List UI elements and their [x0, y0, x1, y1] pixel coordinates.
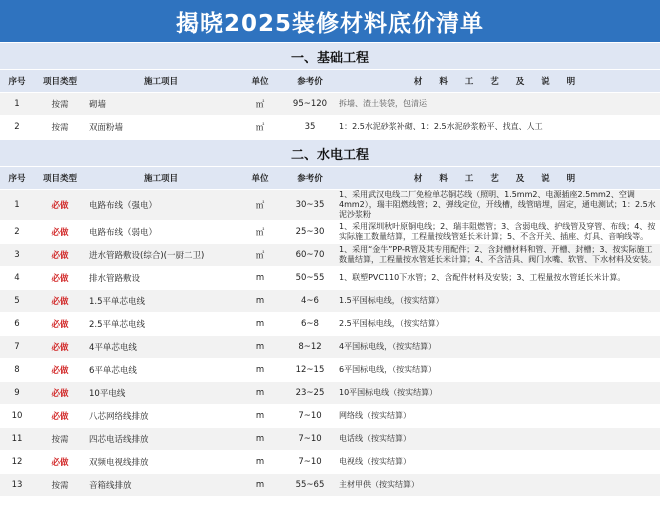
cell-price: 55~65 [284, 474, 336, 497]
cell-no: 2 [0, 116, 34, 139]
cell-type: 按需 [34, 116, 86, 139]
cell-desc: 1、采用武汉电线二厂免检单芯铜芯线（照明、1.5mm2、电源插座2.5mm2、空调4mm2），瑞丰阻燃线管；2、弹线定位，开线槽，线管暗埋，固定，通电测试；1：2.5水泥沙浆粉 [336, 190, 660, 221]
cell-item: 砌墙 [86, 93, 236, 116]
cell-item: 排水管路敷设 [86, 267, 236, 290]
cell-unit: m [236, 428, 284, 451]
cell-desc: 1、采用深圳秋叶原铜电线；2、瑞丰阻燃管；3、含弱电线、护线管及穿管、布线；4、按实际施工数量结算，工程量按线管延长米计算；5、不含开关、插座、灯具、音响线等。 [336, 221, 660, 244]
col-no-header: 序号 [0, 167, 34, 190]
table-row [0, 336, 660, 359]
cell-type: 必做 [34, 244, 86, 267]
table-row [0, 244, 660, 267]
table-header-row [0, 167, 660, 190]
cell-type: 按需 [34, 474, 86, 497]
cell-price: 6~8 [284, 313, 336, 336]
cell-type: 必做 [34, 190, 86, 221]
basic-table [0, 70, 660, 139]
cell-type: 必做 [34, 359, 86, 382]
cell-unit: m [236, 313, 284, 336]
cell-type: 按需 [34, 428, 86, 451]
cell-unit: m [236, 336, 284, 359]
table-row [0, 116, 660, 139]
table-row [0, 93, 660, 116]
table-row [0, 190, 660, 221]
page-title: 揭晓2025装修材料底价清单 [0, 0, 660, 42]
cell-unit: m [236, 451, 284, 474]
table-row [0, 451, 660, 474]
cell-item: 电路布线（弱电） [86, 221, 236, 244]
col-desc-header: 材 料 工 艺 及 说 明 [336, 70, 660, 93]
cell-price: 95~120 [284, 93, 336, 116]
cell-type: 必做 [34, 382, 86, 405]
cell-item: 四芯电话线排放 [86, 428, 236, 451]
cell-type: 必做 [34, 451, 86, 474]
cell-price: 35 [284, 116, 336, 139]
col-price-header: 参考价 [284, 70, 336, 93]
cell-unit: m [236, 290, 284, 313]
cell-unit: ㎡ [236, 190, 284, 221]
cell-unit: m [236, 267, 284, 290]
col-no-header: 序号 [0, 70, 34, 93]
cell-no: 10 [0, 405, 34, 428]
cell-type: 必做 [34, 221, 86, 244]
col-item-header: 施工项目 [86, 167, 236, 190]
cell-price: 12~15 [284, 359, 336, 382]
section-title-basic: 一、基础工程 [0, 42, 660, 70]
cell-no: 9 [0, 382, 34, 405]
cell-unit: m [236, 474, 284, 497]
cell-no: 5 [0, 290, 34, 313]
cell-no: 6 [0, 313, 34, 336]
cell-item: 2.5平单芯电线 [86, 313, 236, 336]
cell-no: 12 [0, 451, 34, 474]
cell-desc: 电视线（按实结算） [336, 451, 660, 474]
cell-item: 进水管路敷设(综合)(一厨二卫) [86, 244, 236, 267]
table-row [0, 290, 660, 313]
cell-no: 3 [0, 244, 34, 267]
cell-unit: ㎡ [236, 244, 284, 267]
cell-type: 必做 [34, 290, 86, 313]
col-unit-header: 单位 [236, 70, 284, 93]
cell-item: 10平电线 [86, 382, 236, 405]
col-price-header: 参考价 [284, 167, 336, 190]
cell-item: 1.5平单芯电线 [86, 290, 236, 313]
cell-no: 11 [0, 428, 34, 451]
cell-unit: ㎡ [236, 221, 284, 244]
cell-desc: 10平国标电线（按实结算） [336, 382, 660, 405]
cell-item: 双频电视线排放 [86, 451, 236, 474]
cell-unit: ㎡ [236, 116, 284, 139]
cell-price: 23~25 [284, 382, 336, 405]
plumbing-electric-table-body [0, 190, 660, 497]
cell-price: 60~70 [284, 244, 336, 267]
cell-item: 音箱线排放 [86, 474, 236, 497]
cell-desc: 1：2.5水泥砂浆补砌、1：2.5水泥砂浆粉平、找直、人工 [336, 116, 660, 139]
basic-table-body [0, 93, 660, 139]
col-type-header: 项目类型 [34, 70, 86, 93]
cell-desc: 1.5平国标电线，（按实结算） [336, 290, 660, 313]
table-row [0, 359, 660, 382]
cell-type: 必做 [34, 267, 86, 290]
cell-desc: 电话线（按实结算） [336, 428, 660, 451]
cell-no: 4 [0, 267, 34, 290]
section-title-plumbing-electric: 二、水电工程 [0, 139, 660, 167]
cell-price: 7~10 [284, 451, 336, 474]
table-row [0, 313, 660, 336]
cell-desc: 2.5平国标电线，（按实结算） [336, 313, 660, 336]
table-row [0, 428, 660, 451]
plumbing-electric-table [0, 167, 660, 497]
cell-type: 必做 [34, 405, 86, 428]
table-row [0, 405, 660, 428]
cell-item: 4平单芯电线 [86, 336, 236, 359]
col-type-header: 项目类型 [34, 167, 86, 190]
cell-item: 八芯网络线排放 [86, 405, 236, 428]
cell-type: 必做 [34, 313, 86, 336]
cell-desc: 6平国标电线，（按实结算） [336, 359, 660, 382]
cell-type: 必做 [34, 336, 86, 359]
col-item-header: 施工项目 [86, 70, 236, 93]
cell-desc: 1、联塑PVC110下水管；2、含配件材料及安装；3、工程量按水管延长米计算。 [336, 267, 660, 290]
cell-desc: 主材甲供（按实结算） [336, 474, 660, 497]
table-row [0, 267, 660, 290]
cell-no: 7 [0, 336, 34, 359]
cell-price: 7~10 [284, 405, 336, 428]
cell-desc: 网络线（按实结算） [336, 405, 660, 428]
cell-no: 2 [0, 221, 34, 244]
table-row [0, 382, 660, 405]
table-row [0, 221, 660, 244]
cell-price: 7~10 [284, 428, 336, 451]
cell-no: 13 [0, 474, 34, 497]
cell-no: 1 [0, 93, 34, 116]
cell-price: 50~55 [284, 267, 336, 290]
cell-type: 按需 [34, 93, 86, 116]
cell-desc: 1、采用“金牛”PP-R管及其专用配件；2、含封槽材料和管、开槽、封槽；3、按实际施工数量结算，工程量按水管延长米计算；4、不含洁具、阀门水嘴、软管、下水材料及安装。 [336, 244, 660, 267]
col-unit-header: 单位 [236, 167, 284, 190]
cell-item: 电路布线（强电） [86, 190, 236, 221]
table-row [0, 474, 660, 497]
cell-unit: m [236, 382, 284, 405]
cell-item: 6平单芯电线 [86, 359, 236, 382]
cell-no: 8 [0, 359, 34, 382]
cell-price: 8~12 [284, 336, 336, 359]
cell-price: 25~30 [284, 221, 336, 244]
cell-unit: m [236, 359, 284, 382]
table-header-row [0, 70, 660, 93]
cell-price: 4~6 [284, 290, 336, 313]
cell-desc: 4平国标电线，（按实结算） [336, 336, 660, 359]
cell-desc: 拆墙、渣土装袋，包清运 [336, 93, 660, 116]
cell-price: 30~35 [284, 190, 336, 221]
col-desc-header: 材 料 工 艺 及 说 明 [336, 167, 660, 190]
cell-no: 1 [0, 190, 34, 221]
cell-unit: m [236, 405, 284, 428]
cell-item: 双面粉墙 [86, 116, 236, 139]
cell-unit: ㎡ [236, 93, 284, 116]
